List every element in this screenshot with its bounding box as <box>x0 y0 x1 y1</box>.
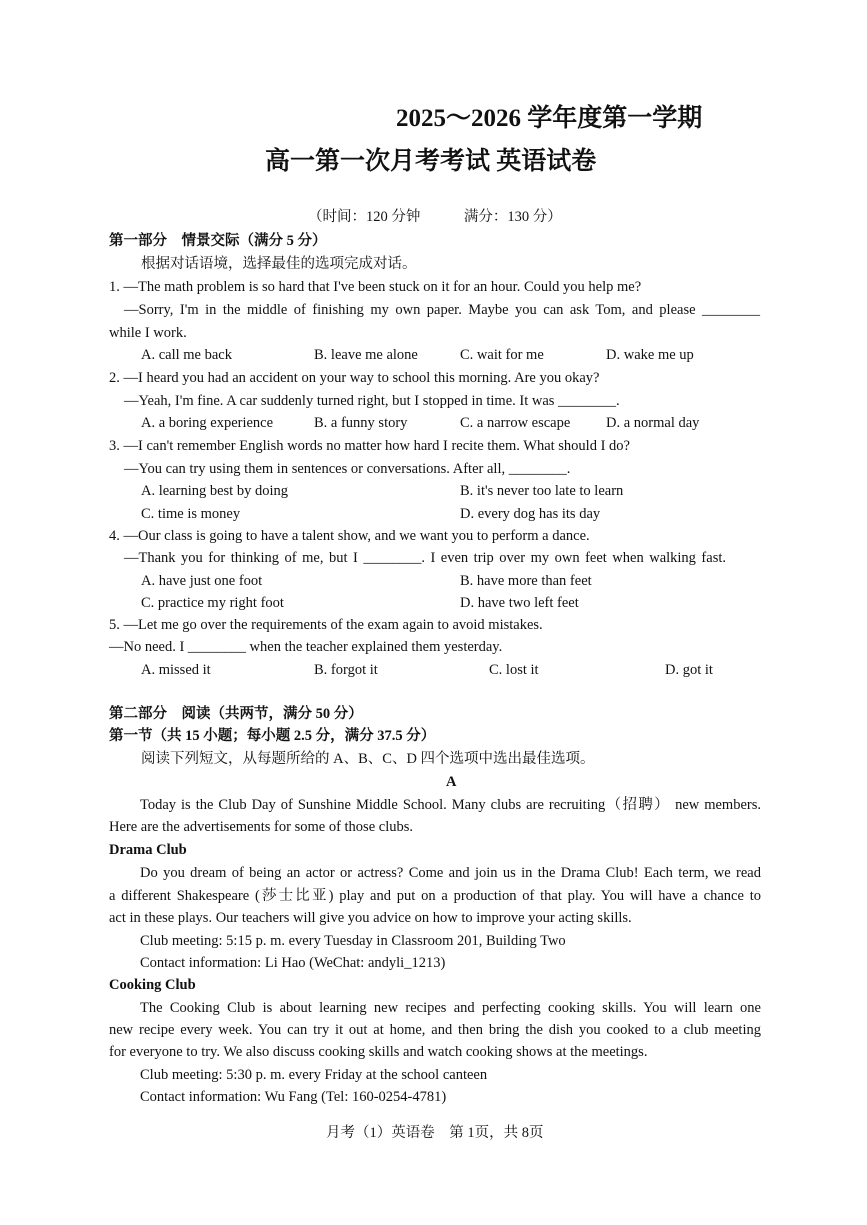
question-1-line2: —Sorry, I'm in the middle of finishing my own paper. Maybe you can ask Tom, and please ________ <box>124 302 760 318</box>
question-3-line1: 3. —I can't remember English words no matter how hard I recite them. What should I do? <box>109 438 630 454</box>
drama-club-contact: Contact information: Li Hao (WeChat: andyli_1213) <box>140 955 446 971</box>
question-5-option-d[interactable]: D. got it <box>665 662 713 678</box>
question-1-line3: while I work. <box>109 325 187 341</box>
question-1-option-a[interactable]: A. call me back <box>141 347 232 363</box>
exam-meta: （时间：120 分钟 满分：130 分） <box>308 209 562 225</box>
question-5-option-b[interactable]: B. forgot it <box>314 662 378 678</box>
part2-section-heading: 第一节（共 15 小题；每小题 2.5 分，满分 37.5 分） <box>109 728 436 744</box>
drama-club-heading: Drama Club <box>109 842 187 858</box>
question-5-line2: —No need. I ________ when the teacher explained them yesterday. <box>109 639 503 655</box>
cooking-club-text-line3: for everyone to try. We also discuss cooking skills and watch cooking shows at the meetings. <box>109 1044 648 1060</box>
question-5-option-a[interactable]: A. missed it <box>141 662 211 678</box>
question-5-option-c[interactable]: C. lost it <box>489 662 539 678</box>
question-2-line2: —Yeah, I'm fine. A car suddenly turned right, but I stopped in time. It was ________. <box>124 393 620 409</box>
drama-club-text-line2: a different Shakespeare (莎士比亚) play and put on a production of that play. You will have a chance to <box>109 888 761 904</box>
part2-instruction: 阅读下列短文，从每题所给的 A、B、C、D 四个选项中选出最佳选项。 <box>141 751 595 767</box>
question-2-option-b[interactable]: B. a funny story <box>314 415 408 431</box>
drama-club-meeting: Club meeting: 5:15 p. m. every Tuesday in Classroom 201, Building Two <box>140 933 566 949</box>
question-1-option-c[interactable]: C. wait for me <box>460 347 544 363</box>
passage-label: A <box>446 774 457 790</box>
question-3-option-b[interactable]: B. it's never too late to learn <box>460 483 624 499</box>
question-1-option-b[interactable]: B. leave me alone <box>314 347 418 363</box>
question-3-option-d[interactable]: D. every dog has its day <box>460 506 601 522</box>
exam-title: 高一第一次月考考试 英语试卷 <box>265 148 597 175</box>
question-4-option-a[interactable]: A. have just one foot <box>141 573 263 589</box>
question-2-line1: 2. —I heard you had an accident on your way to school this morning. Are you okay? <box>109 370 600 386</box>
part2-heading: 第二部分 阅读（共两节，满分 50 分） <box>109 706 363 722</box>
cooking-club-heading: Cooking Club <box>109 977 196 993</box>
passage-intro-line1: Today is the Club Day of Sunshine Middle School. Many clubs are recruiting（招聘） new members. <box>140 797 761 813</box>
question-4-line1: 4. —Our class is going to have a talent show, and we want you to perform a dance. <box>109 528 590 544</box>
question-3-option-a[interactable]: A. learning best by doing <box>141 483 288 499</box>
question-4-line2: —Thank you for thinking of me, but I ________. I even trip over my own feet when walking fast. <box>124 550 726 566</box>
question-1-option-d[interactable]: D. wake me up <box>606 347 694 363</box>
question-4-option-c[interactable]: C. practice my right foot <box>141 595 284 611</box>
drama-club-text-line3: act in these plays. Our teachers will give you advice on how to improve your acting skills. <box>109 910 632 926</box>
question-3-line2: —You can try using them in sentences or conversations. After all, ________. <box>124 461 571 477</box>
cooking-club-meeting: Club meeting: 5:30 p. m. every Friday at the school canteen <box>140 1067 488 1083</box>
question-4-option-d[interactable]: D. have two left feet <box>460 595 579 611</box>
question-2-option-c[interactable]: C. a narrow escape <box>460 415 571 431</box>
question-1-line1: 1. —The math problem is so hard that I've been stuck on it for an hour. Could you help me? <box>109 279 642 295</box>
passage-intro-line2: Here are the advertisements for some of those clubs. <box>109 819 413 835</box>
cooking-club-text-line2: new recipe every week. You can try it out at home, and then bring the dish you cooked to a club meeting <box>109 1022 761 1038</box>
question-2-option-d[interactable]: D. a normal day <box>606 415 700 431</box>
cooking-club-contact: Contact information: Wu Fang (Tel: 160-0254-4781) <box>140 1089 447 1105</box>
drama-club-text-line1: Do you dream of being an actor or actress? Come and join us in the Drama Club! Each term, we read <box>140 865 761 881</box>
cooking-club-text-line1: The Cooking Club is about learning new recipes and perfecting cooking skills. You will learn one <box>140 1000 761 1016</box>
question-3-option-c[interactable]: C. time is money <box>141 506 241 522</box>
part1-instruction: 根据对话语境，选择最佳的选项完成对话。 <box>141 256 417 272</box>
question-5-line1: 5. —Let me go over the requirements of the exam again to avoid mistakes. <box>109 617 543 633</box>
part1-heading: 第一部分 情景交际（满分 5 分） <box>109 233 327 249</box>
exam-year-title: 2025～2026 学年度第一学期 <box>396 105 703 132</box>
question-2-option-a[interactable]: A. a boring experience <box>141 415 274 431</box>
question-4-option-b[interactable]: B. have more than feet <box>460 573 592 589</box>
page-footer: 月考（1）英语卷 第 1页，共 8页 <box>326 1125 544 1141</box>
